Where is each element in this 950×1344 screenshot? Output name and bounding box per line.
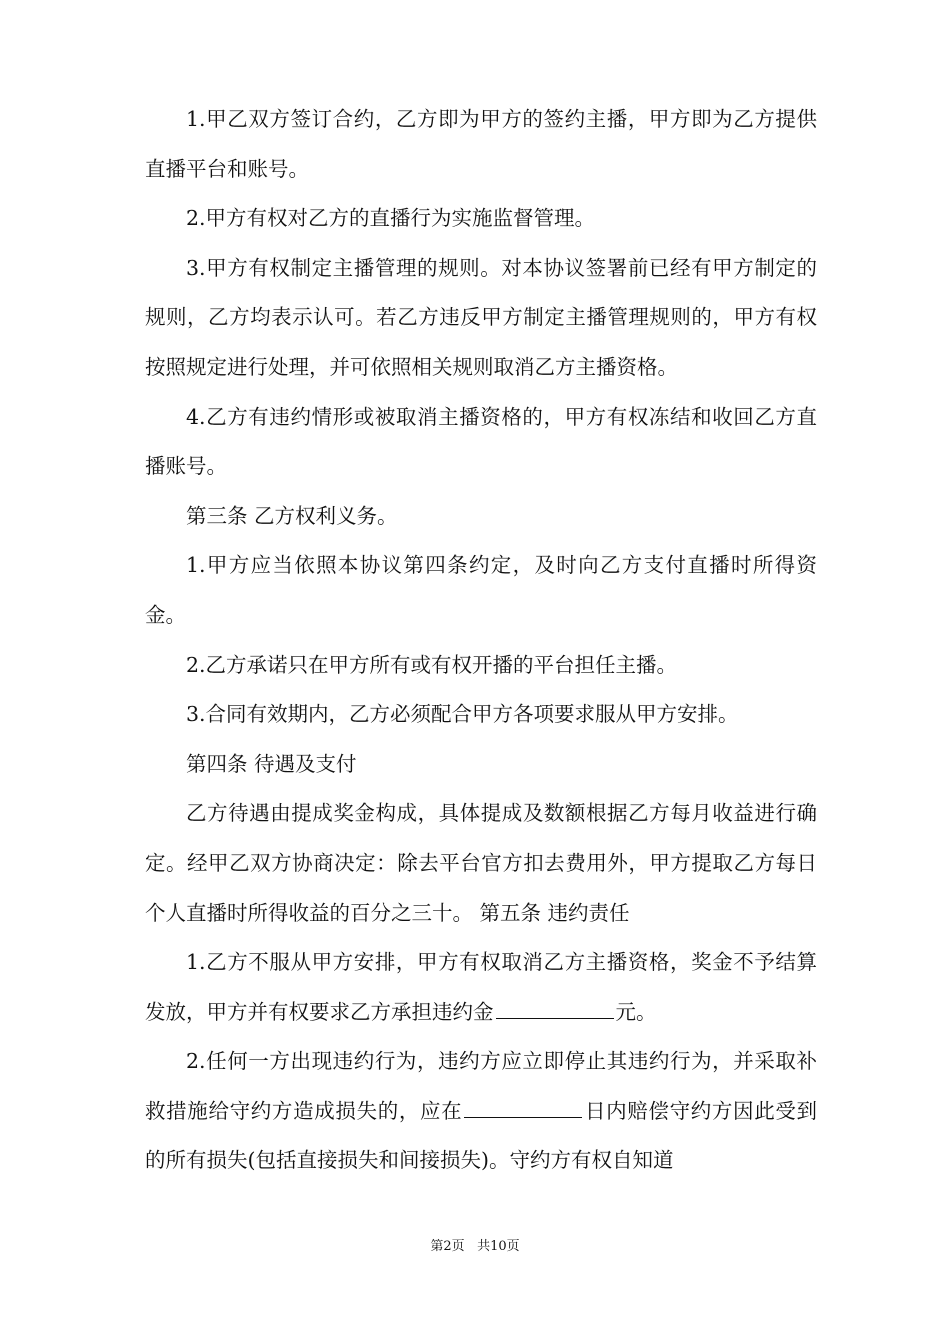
paragraph-remedy <box>145 1037 817 1186</box>
paragraph-text: 元。 <box>615 999 657 1024</box>
document-body <box>145 95 817 1186</box>
paragraph: 2.乙方承诺只在甲方所有或有权开播的平台担任主播。 <box>186 652 678 677</box>
paragraph: 1.甲方应当依照本协议第四条约定，及时向乙方支付直播时所得资金。 <box>145 553 817 627</box>
section-heading: 第三条 乙方权利义务。 <box>186 503 398 528</box>
paragraph-penalty <box>145 938 817 1037</box>
paragraph-text: 1.乙方不服从甲方安排，甲方有权取消乙方主播资格，奖金不予结算发放，甲方并有权要求乙方承担违约金 <box>145 950 817 1024</box>
page-total: 共10页 <box>477 1239 520 1254</box>
paragraph-text: 2.任何一方出现违约行为，违约方应立即停止其违约行为，并采取补救措施给守约方造成损失的，应在 <box>145 1049 817 1123</box>
page-number: 第2页 <box>430 1239 465 1254</box>
paragraph: 3.合同有效期内，乙方必须配合甲方各项要求服从甲方安排。 <box>186 702 739 727</box>
paragraph: 3.甲方有权制定主播管理的规则。对本协议签署前已经有甲方制定的规则，乙方均表示认可。若乙方违反甲方制定主播管理规则的，甲方有权按照规定进行处理，并可依照相关规则取消乙方主播资格。 <box>145 255 817 379</box>
page-footer <box>0 1235 950 1254</box>
paragraph: 乙方待遇由提成奖金构成，具体提成及数额根据乙方每月收益进行确定。经甲乙双方协商决定：除去平台官方扣去费用外，甲方提取乙方每日个人直播时所得收益的百分之三十。 第五条 违约责任 <box>145 801 817 925</box>
paragraph: 2.甲方有权对乙方的直播行为实施监督管理。 <box>186 206 596 231</box>
paragraph: 4.乙方有违约情形或被取消主播资格的，甲方有权冻结和收回乙方直播账号。 <box>145 404 817 479</box>
fill-in-blank <box>496 1017 614 1019</box>
section-heading: 第四条 待遇及支付 <box>186 751 357 776</box>
paragraph-text: 日内赔偿守约方因此受到的所有损失(包括直接损失和间接损失)。守约方有权自知道 <box>145 1098 818 1173</box>
fill-in-blank <box>464 1116 582 1118</box>
paragraph: 1.甲乙双方签订合约，乙方即为甲方的签约主播，甲方即为乙方提供直播平台和账号。 <box>145 107 817 181</box>
